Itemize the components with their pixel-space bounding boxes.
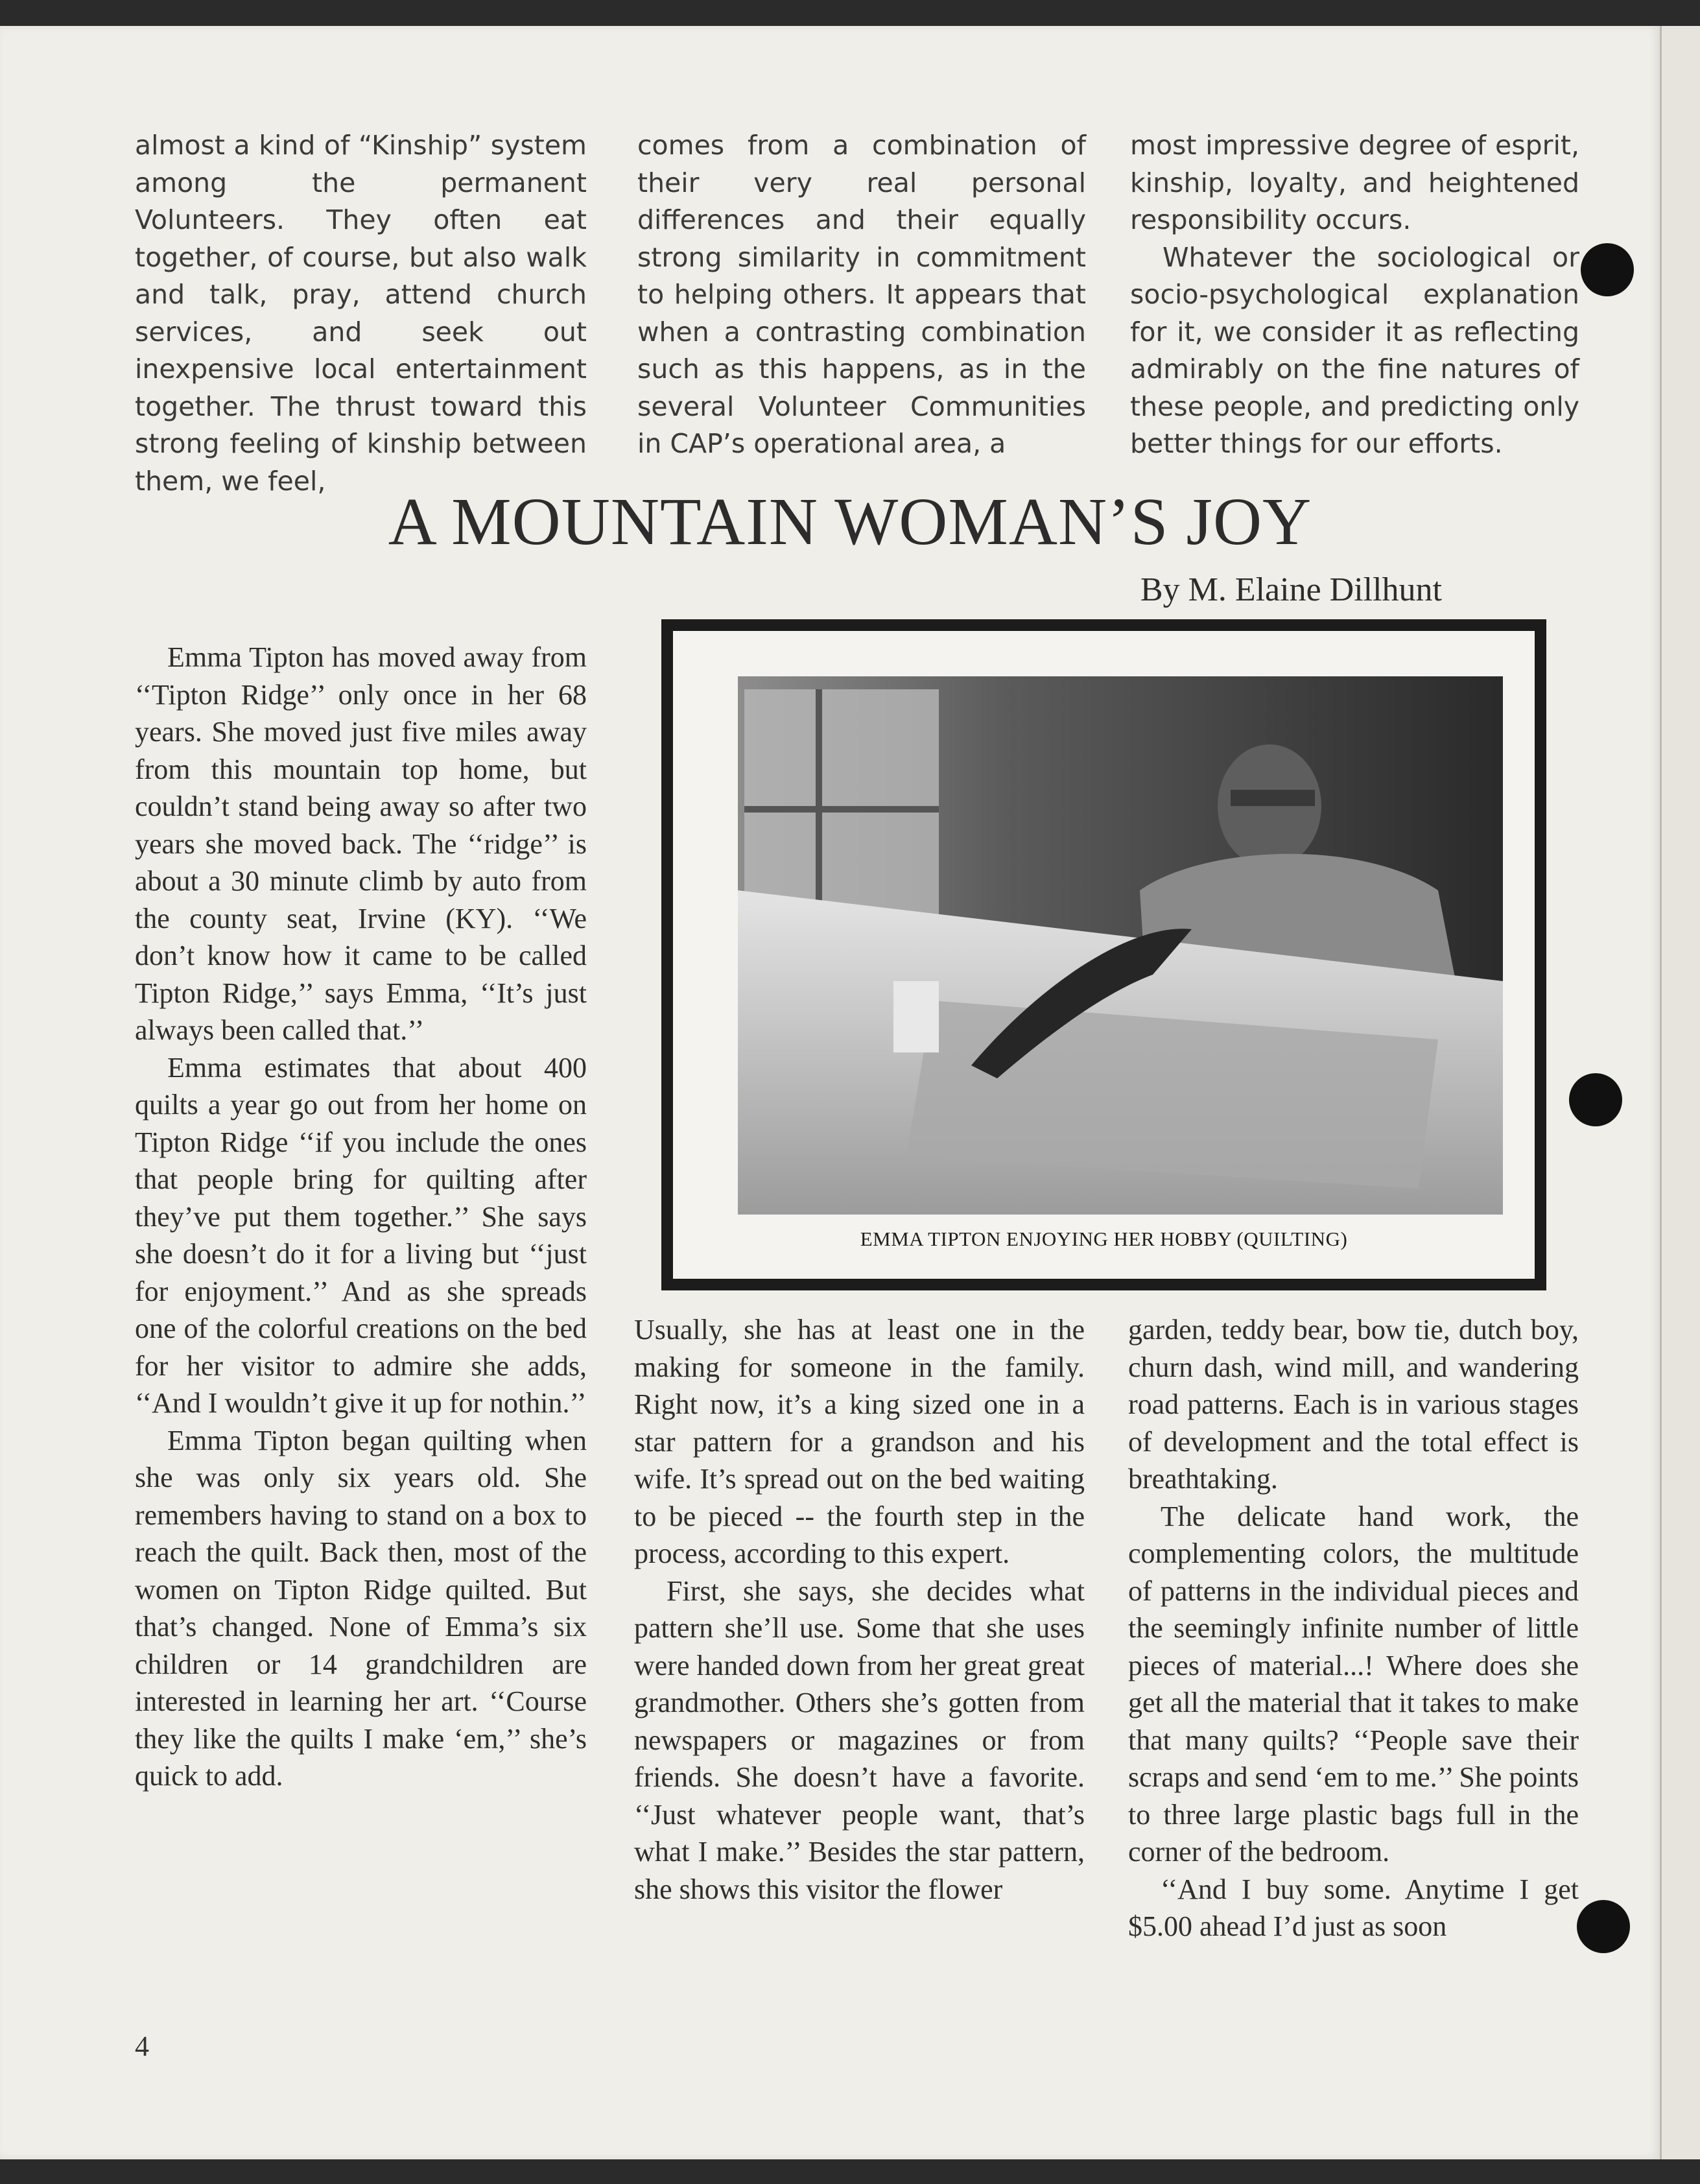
photo-caption: EMMA TIPTON ENJOYING HER HOBBY (QUILTING) (860, 1228, 1348, 1250)
right-para-1: garden, teddy bear, bow tie, dutch boy, churn dash, wind mill, and wandering road patterns. Each is in various stages of development and the total effect is breathtaking. (1128, 1314, 1579, 1495)
article-right-column (1128, 1311, 1579, 1945)
article-byline: By M. Elaine Dillhunt (1140, 571, 1442, 608)
left-para-3: Emma Tipton began quilting when she was only six years old. She remembers having to stand on a box to reach the quilt. Back then, most of the women on Tipton Ridge quilted. But that’s changed. None of Emma’s six children or 14 grandchildren are interested in learning her art. ‘‘Course they like the quilts I make ‘em,’’ she’s quick to add. (135, 1424, 587, 1792)
binder-hole-top (1581, 243, 1634, 296)
article-middle-column (634, 1311, 1085, 1908)
top-column-1-text: almost a kind of “Kinship” system among the permanent Volunteers. They often eat together, of course, but also walk and talk, pray, attend church services, and seek out inexpensive local entertainment together. The thrust toward this strong feeling of kinship between them, we feel, (135, 130, 587, 497)
left-para-1: Emma Tipton has moved away from ‘‘Tipton Ridge’’ only once in her 68 years. She moved just five miles away from this mountain top home, but couldn’t stand being away so after two years she moved back. The ‘‘ridge’’ is about a 30 minute climb by auto from the county seat, Irvine (KY). ‘‘We don’t know how it came to be called Tipton Ridge,’’ says Emma, ‘‘It’s just always been called that.’’ (135, 641, 587, 1046)
next-page-edge (1660, 26, 1700, 2159)
photo-frame (661, 619, 1546, 1290)
middle-para-2: First, she says, she decides what pattern she’ll use. Some that she uses were handed down from her great great grandmother. Others she’s gotten from newspapers or magazines or from friends. She doesn’t have a favorite. ‘‘Just whatever people want, that’s what I make.’’ Besides the star pattern, she shows this visitor the flower (634, 1574, 1085, 1905)
binder-hole-bottom (1577, 1900, 1630, 1953)
top-column-2 (637, 127, 1086, 463)
article-headline: A MOUNTAIN WOMAN’S JOY (388, 484, 1312, 559)
top-column-3 (1130, 127, 1579, 463)
middle-para-1: Usually, she has at least one in the making for someone in the family. Right now, it’s a king sized one in a star pattern for a grandson and his wife. It’s spread out on the bed waiting to be pieced -- the fourth step in the process, according to this expert. (634, 1314, 1085, 1569)
top-column-3-para-2: Whatever the sociological or socio-psychological explanation for it, we consider it as reflecting admirably on the fine natures of these people, and predicting only better things for our efforts. (1130, 241, 1579, 459)
top-column-2-text: comes from a combination of their very real personal differences and their equally strong similarity in commitment to helping others. It appears that when a contrasting combination such as this happens, as in the several Volunteer Communities in CAP’s operational area, a (637, 130, 1086, 459)
article-left-column (135, 639, 587, 1795)
quilting-photo (738, 676, 1503, 1215)
page-number: 4 (135, 2030, 149, 2062)
right-para-2: The delicate hand work, the complementing colors, the multitude of patterns in the individual pieces and the seemingly infinite number of little pieces of material...! Where does she get all the material that it takes to make that many quilts? ‘‘People save their scraps and send ‘em to me.’’ She points to three large plastic bags full in the corner of the bedroom. (1128, 1500, 1579, 1868)
top-column-3-para-1: most impressive degree of esprit, kinship, loyalty, and heightened responsibility occurs. (1130, 130, 1579, 235)
left-para-2: Emma estimates that about 400 quilts a year go out from her home on Tipton Ridge ‘‘if you include the ones that people bring for quilting after they’ve put them together.’’ She says she doesn’t do it for a living but ‘‘just for enjoyment.’’ And as she spreads one of the colorful creations on the bed for her visitor to admire she adds, ‘‘And I wouldn’t give it up for nothin.’’ (135, 1051, 587, 1419)
binder-hole-middle (1569, 1073, 1622, 1126)
top-column-1 (135, 127, 587, 500)
right-para-3: ‘‘And I buy some. Anytime I get $5.00 ahead I’d just as soon (1128, 1873, 1579, 1942)
